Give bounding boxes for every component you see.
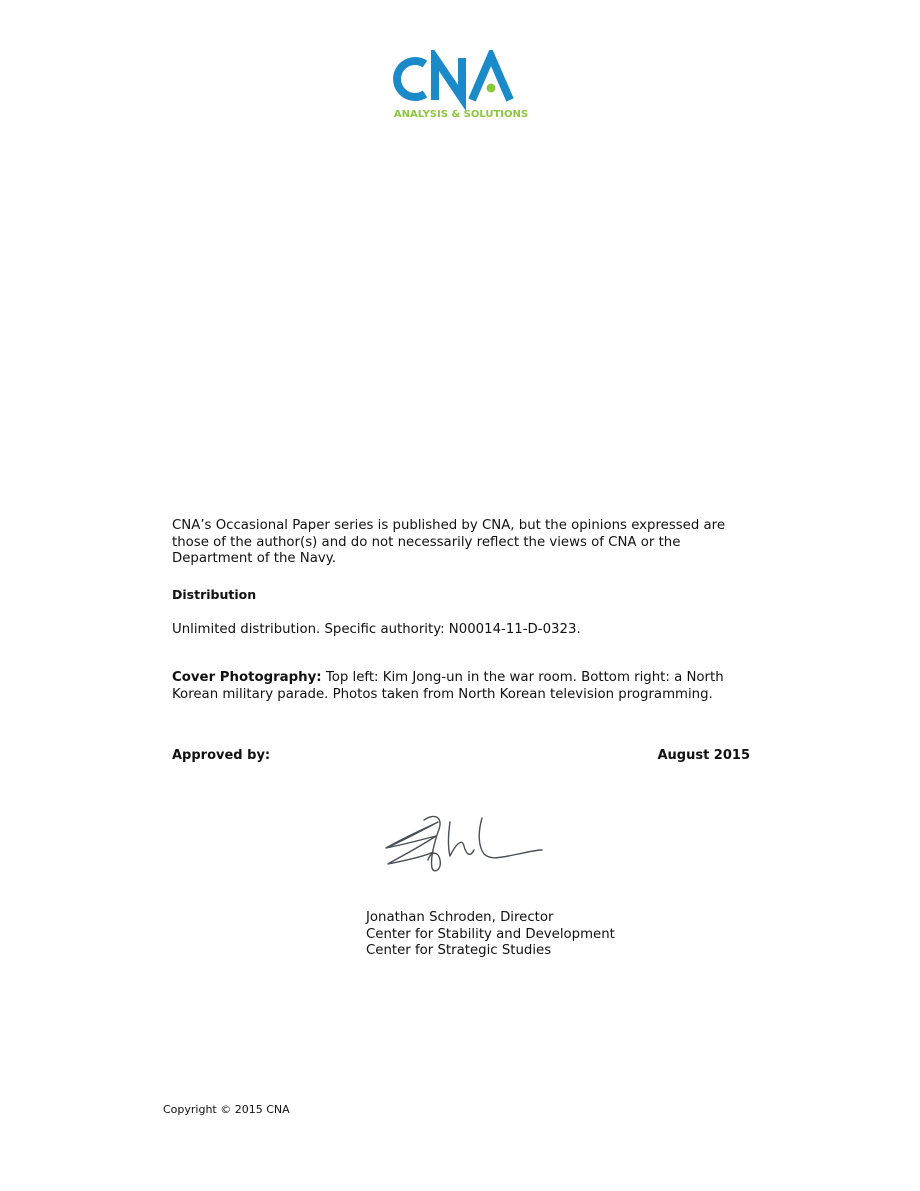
signer-center-1: Center for Stability and Development — [366, 926, 615, 942]
signer-center-2: Center for Strategic Studies — [366, 943, 552, 958]
approval-date: August 2015 — [657, 748, 750, 763]
copyright-notice: Copyright © 2015 CNA — [163, 1103, 290, 1116]
distribution-text: Unlimited distribution. Specific authority: N00014-11-D-0323. — [172, 622, 581, 637]
signer-name-title: Jonathan Schroden, Director — [366, 910, 554, 925]
distribution-heading: Distribution — [172, 587, 257, 602]
cna-logo-graphic — [385, 50, 537, 122]
disclaimer-text: CNA’s Occasional Paper series is published by CNA, but the opinions expressed are those of the author(s) and do not necessarily reflect the views of CNA or the Department of the Navy. — [172, 518, 726, 566]
logo-tagline: ANALYSIS & SOLUTIONS — [393, 109, 529, 120]
cover-photography-label: Cover Photography: — [172, 670, 322, 685]
cover-photography-text: Top left: Kim Jong-un in the war room. Bottom right: a North Korean military parade. Photos taken from North Korean television programming. — [172, 670, 724, 702]
cover-photography-note — [172, 670, 762, 703]
signer-block — [366, 910, 615, 960]
cna-logo — [385, 50, 537, 122]
approved-by-label: Approved by: — [172, 748, 271, 763]
handwritten-signature — [378, 808, 548, 878]
